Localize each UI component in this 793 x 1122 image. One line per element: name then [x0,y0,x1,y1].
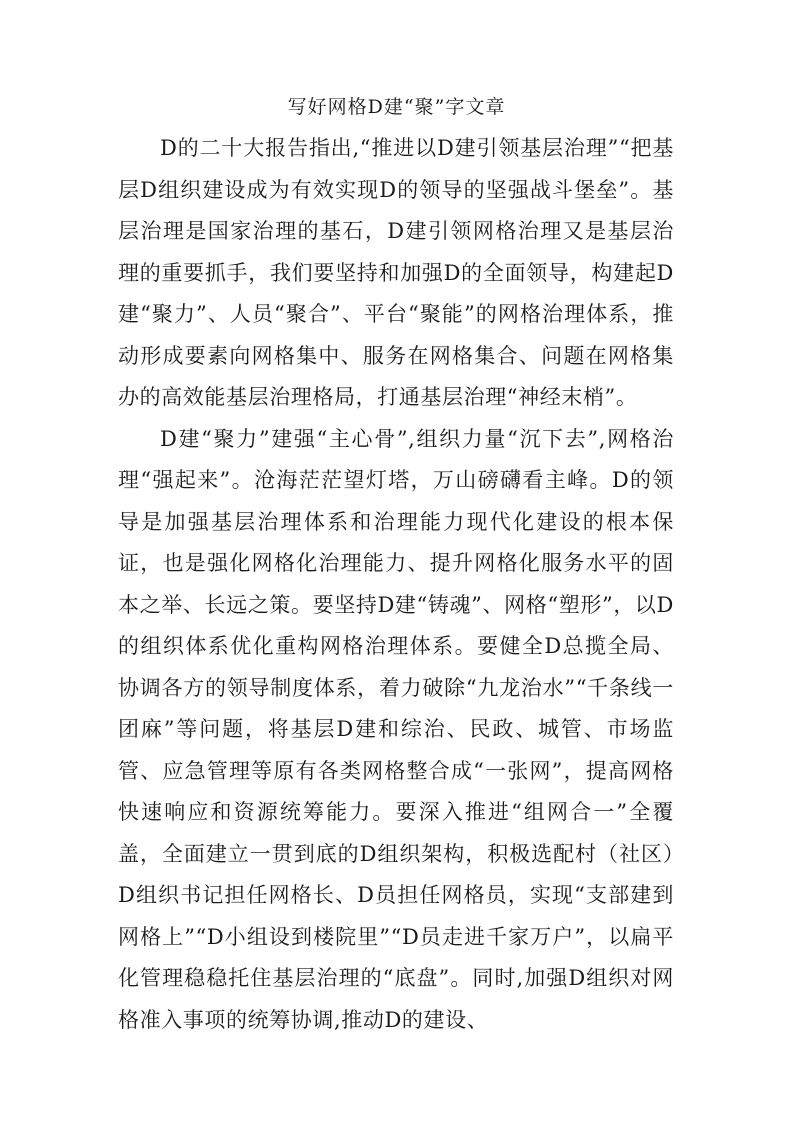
document-body [118,128,674,1041]
document-title: 写好网格D建“聚”字文章 [287,96,506,118]
paragraph: D建“聚力”建强“主心骨”,组织力量“沉下去”,网格治理“强起来”。沧海茫茫望灯塔，万山磅礴看主峰。D的领导是加强基层治理体系和治理能力现代化建设的根本保证，也是强化网格化治理能力、提升网格化服务水平的固本之举、长远之策。要坚持D建“铸魂”、网格“塑形”，以D的组织体系优化重构网格治理体系。要健全D总揽全局、协调各方的领导制度体系，着力破除“九龙治水”“千条线一团麻”等问题，将基层D建和综治、民政、城管、市场监管、应急管理等原有各类网格整合成“一张网”，提高网格快速响应和资源统筹能力。要深入推进“组网合一”全覆盖，全面建立一贯到底的D组织架构，积极选配村（社区）D组织书记担任网格长、D员担任网格员，实现“支部建到网格上”“D小组设到楼院里”“D员走进千家万户”，以扁平化管理稳稳托住基层治理的“底盘”。同时,加强D组织对网格准入事项的统筹协调,推动D的建设、 [118,426,674,1032]
paragraph: D的二十大报告指出,“推进以D建引领基层治理”“把基层D组织建设成为有效实现D的领导的坚强战斗堡垒”。基层治理是国家治理的基石，D建引领网格治理又是基层治理的重要抓手，我们要坚持和加强D的全面领导，构建起D建“聚力”、人员“聚合”、平台“聚能”的网格治理体系，推动形成要素向网格集中、服务在网格集合、问题在网格集办的高效能基层治理格局，打通基层治理“神经末梢”。 [118,136,674,409]
